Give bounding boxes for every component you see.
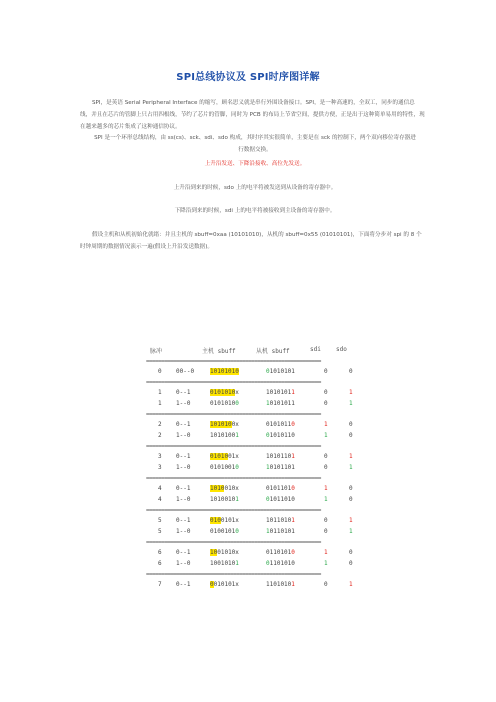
master-bits: 01010x xyxy=(217,549,239,556)
pulse-cell: 2 xyxy=(158,432,162,439)
clock-cell: 1--0 xyxy=(176,432,191,439)
slave-bits: 1010110 xyxy=(266,453,292,460)
master-bits: 0100101 xyxy=(210,528,236,535)
separator-line: ========================================================== xyxy=(146,507,321,514)
rising-edge-paragraph: 上升沿到来的时候，sdo 上的电平将被发送到从设备的寄存器中。 xyxy=(173,185,337,191)
table-separator xyxy=(146,443,376,453)
slave-sbuff-cell xyxy=(266,464,295,471)
master-sbuff-cell xyxy=(210,400,239,407)
master-shifted-bits: 0101010 xyxy=(210,389,236,396)
master-shifted-bits: 01010 xyxy=(210,453,229,460)
sdi-cell: 0 xyxy=(324,528,328,535)
master-bits: 0x xyxy=(231,421,239,428)
table-row xyxy=(146,560,376,571)
separator-line: ========================================================== xyxy=(146,475,321,482)
slave-bits: 0101101 xyxy=(266,485,292,492)
pulse-cell: 7 xyxy=(158,581,162,588)
slave-bits: 1011010 xyxy=(269,496,295,503)
sdo-cell: 0 xyxy=(349,560,353,567)
sdi-cell: 1 xyxy=(324,421,328,428)
sdi-cell: 0 xyxy=(324,464,328,471)
separator-line: ========================================================== xyxy=(146,379,321,386)
clock-cell: 00--0 xyxy=(176,368,195,375)
master-shifted-bits: 10 xyxy=(210,549,218,556)
master-sbuff-cell xyxy=(210,464,239,471)
sdo-cell: 1 xyxy=(349,400,353,407)
table-separator xyxy=(146,475,376,485)
master-received-bit: 1 xyxy=(235,560,239,567)
slave-sbuff-cell xyxy=(266,368,295,375)
master-sbuff-cell xyxy=(210,560,239,567)
bus-structure-paragraph: SPI 是一个环形总线结构，由 ss(cs)、sck、sdi、sdo 构成，其时序其实很简单，主要是在 sck 的控制下，两个双向移位寄存器进行数据交换。 xyxy=(94,135,416,153)
master-sbuff-cell xyxy=(210,485,239,492)
header-sdi: sdi xyxy=(310,346,321,353)
sdo-cell: 1 xyxy=(349,389,353,396)
pulse-cell: 4 xyxy=(158,485,162,492)
pulse-cell: 1 xyxy=(158,400,162,407)
slave-bits: 1101010 xyxy=(266,581,292,588)
master-sbuff-cell xyxy=(210,368,239,375)
slave-shift-bit: 0 xyxy=(266,368,270,375)
table-row xyxy=(146,464,376,475)
master-bits: 0101001 xyxy=(210,464,236,471)
clock-cell: 1--0 xyxy=(176,464,191,471)
slave-received-bit: 0 xyxy=(291,549,295,556)
slave-sbuff-cell xyxy=(266,496,295,503)
sdi-cell: 1 xyxy=(324,432,328,439)
clock-cell: 1--0 xyxy=(176,496,191,503)
clock-cell: 0--1 xyxy=(176,453,191,460)
table-row xyxy=(146,517,376,528)
clock-cell: 0--1 xyxy=(176,421,191,428)
slave-bits: 0110101 xyxy=(269,528,295,535)
falling-edge-paragraph: 下降沿到来的时候，sdi 上的电平将被接收到主设备的寄存器中。 xyxy=(174,208,336,214)
master-received-bit: 0 xyxy=(235,528,239,535)
sdi-cell: 0 xyxy=(324,400,328,407)
sdi-cell: 1 xyxy=(324,485,328,492)
table-separator xyxy=(146,411,376,421)
sdo-cell: 1 xyxy=(349,517,353,524)
master-sbuff-cell xyxy=(210,421,239,428)
master-shifted-bits: 1010 xyxy=(210,485,225,492)
slave-shift-bit: 1 xyxy=(266,464,270,471)
master-sbuff-cell xyxy=(210,389,239,396)
pulse-cell: 0 xyxy=(158,368,162,375)
slave-sbuff-cell xyxy=(266,517,295,524)
header-slave-sbuff: 从机 sbuff xyxy=(256,348,290,355)
master-bits: 0101x xyxy=(220,517,239,524)
master-received-bit: 1 xyxy=(235,432,239,439)
sdo-cell: 0 xyxy=(349,432,353,439)
slave-bits: 1011010 xyxy=(266,517,292,524)
master-bits: 1010010 xyxy=(210,496,236,503)
intro-paragraph: SPI，是英语 Serial Peripheral Interface 的缩写，顾名思义就是串行外围设备接口。SPI，是一种高速的，全双工，同步的通信总线，并且在芯片的管脚上只占用四根线，节约了芯片的管脚，同时为 PCB 的布局上节省空间，提供方便，正是出于这种简单易用的特性，现在越来越多的芯片集成了这种通信协议。 xyxy=(80,100,425,130)
master-bits: 01x xyxy=(228,453,239,460)
pulse-cell: 6 xyxy=(158,549,162,556)
table-row xyxy=(146,528,376,539)
slave-sbuff-cell xyxy=(266,485,295,492)
table-row xyxy=(146,496,376,507)
slave-received-bit: 0 xyxy=(291,421,295,428)
pulse-cell: 6 xyxy=(158,560,162,567)
sdo-cell: 1 xyxy=(349,464,353,471)
master-bits: 0101010 xyxy=(210,400,236,407)
master-sbuff-cell xyxy=(210,453,239,460)
sdi-cell: 0 xyxy=(324,389,328,396)
slave-received-bit: 0 xyxy=(291,485,295,492)
table-separator xyxy=(146,539,376,549)
master-sbuff-cell xyxy=(210,549,239,556)
slave-received-bit: 1 xyxy=(291,517,295,524)
clock-cell: 0--1 xyxy=(176,389,191,396)
slave-shift-bit: 1 xyxy=(266,400,270,407)
pulse-cell: 3 xyxy=(158,453,162,460)
slave-sbuff-cell xyxy=(266,549,295,556)
slave-bits: 0110101 xyxy=(266,549,292,556)
table-row xyxy=(146,389,376,400)
slave-bits: 0101011 xyxy=(266,421,292,428)
pulse-cell: 4 xyxy=(158,496,162,503)
sdo-cell: 0 xyxy=(349,368,353,375)
master-shifted-bits: 10101010 xyxy=(210,368,239,375)
clock-cell: 1--0 xyxy=(176,560,191,567)
table-separator xyxy=(146,379,376,389)
slave-bits: 1010110 xyxy=(269,432,295,439)
master-bits: 010101x xyxy=(213,581,239,588)
table-row xyxy=(146,368,376,379)
sdi-cell: 0 xyxy=(324,517,328,524)
master-shifted-bits: 010 xyxy=(210,517,221,524)
slave-sbuff-cell xyxy=(266,581,295,588)
slave-shift-bit: 0 xyxy=(266,496,270,503)
sdo-cell: 1 xyxy=(349,581,353,588)
separator-line: ========================================================== xyxy=(146,443,321,450)
sdi-cell: 1 xyxy=(324,496,328,503)
pulse-cell: 5 xyxy=(158,517,162,524)
sdi-cell: 0 xyxy=(324,453,328,460)
slave-sbuff-cell xyxy=(266,389,295,396)
sdo-cell: 0 xyxy=(349,496,353,503)
slave-sbuff-cell xyxy=(266,528,295,535)
slave-bits: 0101101 xyxy=(269,464,295,471)
slave-bits: 0101011 xyxy=(269,400,295,407)
sdi-cell: 1 xyxy=(324,560,328,567)
table-row xyxy=(146,400,376,411)
sdi-cell: 1 xyxy=(324,549,328,556)
separator-line: ========================================================== xyxy=(146,411,321,418)
master-received-bit: 1 xyxy=(235,496,239,503)
slave-sbuff-cell xyxy=(266,400,295,407)
slave-bits: 1010101 xyxy=(266,389,292,396)
table-row xyxy=(146,421,376,432)
table-row xyxy=(146,549,376,560)
sdi-cell: 0 xyxy=(324,581,328,588)
slave-shift-bit: 0 xyxy=(266,432,270,439)
slave-received-bit: 1 xyxy=(291,453,295,460)
slave-shift-bit: 0 xyxy=(266,560,270,567)
pulse-cell: 2 xyxy=(158,421,162,428)
sdo-cell: 1 xyxy=(349,453,353,460)
sdo-cell: 0 xyxy=(349,485,353,492)
clock-cell: 0--1 xyxy=(176,549,191,556)
slave-sbuff-cell xyxy=(266,432,295,439)
table-header xyxy=(146,346,376,358)
clock-cell: 0--1 xyxy=(176,581,191,588)
master-received-bit: 0 xyxy=(235,400,239,407)
pulse-cell: 5 xyxy=(158,528,162,535)
slave-bits: 1101010 xyxy=(269,560,295,567)
spi-shift-table xyxy=(146,346,376,592)
clock-cell: 0--1 xyxy=(176,517,191,524)
pulse-cell: 3 xyxy=(158,464,162,471)
master-bits: 010x xyxy=(224,485,239,492)
master-sbuff-cell xyxy=(210,528,239,535)
table-separator: ========================================================== xyxy=(146,358,321,365)
table-separator xyxy=(146,571,376,581)
header-sdo: sdo xyxy=(336,346,347,353)
slave-sbuff-cell xyxy=(266,560,295,567)
master-bits: 1001010 xyxy=(210,560,236,567)
pulse-cell: 1 xyxy=(158,389,162,396)
sdo-cell: 1 xyxy=(349,528,353,535)
slave-sbuff-cell xyxy=(266,453,295,460)
header-master-sbuff: 主机 sbuff xyxy=(202,348,236,355)
master-shifted-bits: 0 xyxy=(210,581,214,588)
table-separator xyxy=(146,507,376,517)
master-sbuff-cell xyxy=(210,432,239,439)
master-sbuff-cell xyxy=(210,496,239,503)
clock-cell: 0--1 xyxy=(176,485,191,492)
table-row xyxy=(146,581,376,592)
table-row xyxy=(146,485,376,496)
header-pulse: 脉冲 xyxy=(150,348,163,355)
slave-sbuff-cell xyxy=(266,421,295,428)
master-sbuff-cell xyxy=(210,517,239,524)
slave-shift-bit: 1 xyxy=(266,528,270,535)
sdo-cell: 0 xyxy=(349,549,353,556)
table-row xyxy=(146,453,376,464)
page-title: SPI总线协议及 SPI时序图详解 xyxy=(176,72,320,83)
table-row xyxy=(146,432,376,443)
master-bits: x xyxy=(235,389,239,396)
timing-rule-highlight: 上升沿发送、下降沿接收、高位先发送。 xyxy=(204,161,306,167)
sdo-cell: 0 xyxy=(349,421,353,428)
master-received-bit: 0 xyxy=(235,464,239,471)
master-sbuff-cell xyxy=(210,581,239,588)
sdi-cell: 0 xyxy=(324,368,328,375)
separator-line: ========================================================== xyxy=(146,539,321,546)
separator-line: ========================================================== xyxy=(146,571,321,578)
master-bits: 1010100 xyxy=(210,432,236,439)
slave-bits: 1010101 xyxy=(269,368,295,375)
example-setup-paragraph: 假设主机和从机初始化就绪：并且主机的 sbuff=0xaa (10101010)，从机的 sbuff=0x55 (01010101)，下面将分步对 spi 的 8 个时钟周期的数据情况演示一遍(假设上升沿发送数据)。 xyxy=(80,232,422,250)
slave-received-bit: 1 xyxy=(291,389,295,396)
clock-cell: 1--0 xyxy=(176,528,191,535)
clock-cell: 1--0 xyxy=(176,400,191,407)
master-shifted-bits: 101010 xyxy=(210,421,232,428)
slave-received-bit: 1 xyxy=(291,581,295,588)
